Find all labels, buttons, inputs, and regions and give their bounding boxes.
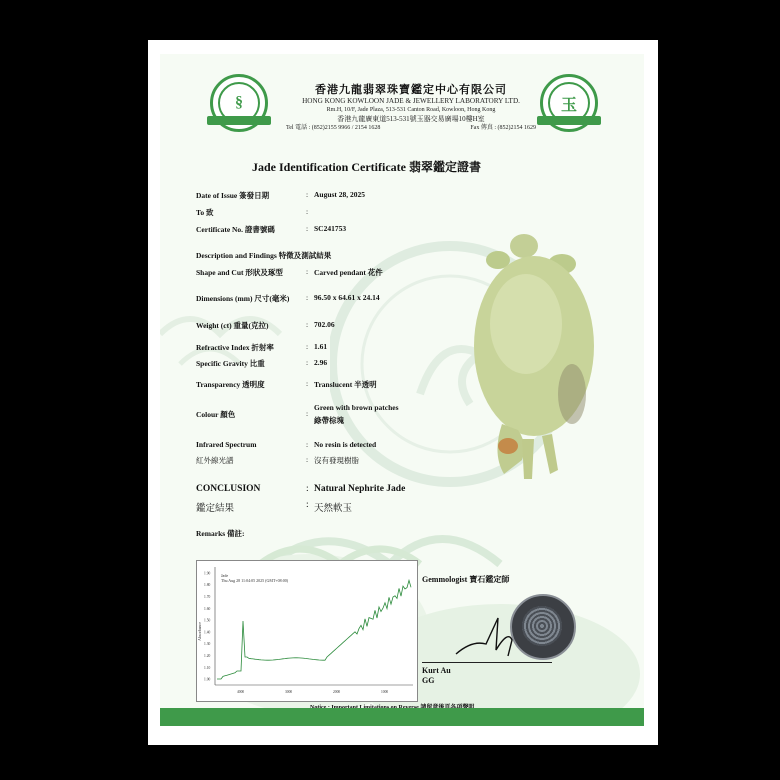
shape-label: Shape and Cut 形狀及琢型 [196, 268, 283, 277]
gemmologist-title: Gemmologist 寶石鑑定師 [422, 575, 510, 584]
description-label: Description and Findings 特徵及測試結果 [196, 251, 332, 260]
graph-x-tick: 1000 [381, 690, 389, 694]
jade-photo [462, 224, 612, 484]
graph-y-label: Absorbance [197, 621, 202, 641]
ir-spectrum-graph [196, 560, 418, 702]
weight-label: Weight (ct) 重量(克拉) [196, 321, 269, 330]
shape-value: Carved pendant 花件 [314, 268, 383, 277]
remarks-label: Remarks 備註: [196, 529, 245, 538]
transparency-value: Translucent 半透明 [314, 380, 377, 389]
graph-y-tick: 1.70 [204, 595, 211, 599]
colour-value-zh: 綠帶棕塊 [314, 416, 344, 425]
seal-ribbon [537, 116, 601, 125]
conclusion-value-zh: 天然軟玉 [314, 504, 353, 514]
graph-y-tick: 1.90 [204, 571, 211, 576]
graph-legend-1: Jade [221, 573, 229, 578]
signer-name: Kurt Au [422, 666, 451, 675]
graph-y-tick: 1.80 [204, 583, 211, 588]
graph-x-tick: 3000 [285, 690, 293, 694]
dimensions-label: Dimensions (mm) 尺寸(毫米) [196, 294, 290, 303]
cert-no-label: Certificate No. 證書號碼 [196, 225, 275, 234]
signature-mark [452, 610, 532, 660]
cert-no-value: SC241753 [314, 224, 347, 233]
graph-legend-2: Thu Aug 28 11:04:05 2025 (GMT+08:00) [221, 578, 289, 583]
graph-y-tick: 1.20 [204, 654, 211, 658]
transparency-label: Transparency 透明度 [196, 380, 265, 389]
address-zh: 香港九龍廣東道513-531號玉器交易廣場10樓H室 [337, 115, 485, 123]
graph-y-tick: 1.10 [204, 665, 211, 670]
bottom-green-band [160, 708, 644, 726]
lab-name-zh: 香港九龍翡翠珠寶鑑定中心有限公司 [315, 84, 507, 96]
graph-x-tick: 2000 [333, 690, 341, 694]
address-en: Rm.H, 10/F, Jade Plaza, 513-531 Canton Road, Kowloon, Hong Kong [326, 107, 496, 113]
logo-seal-right [540, 74, 598, 132]
graph-y-tick: 1.40 [204, 630, 211, 635]
conclusion-value-en: Natural Nephrite Jade [314, 484, 406, 494]
graph-x-tick: 4000 [237, 690, 245, 694]
ri-value: 1.61 [314, 342, 328, 351]
seal-ribbon [207, 116, 271, 125]
weight-value: 702.06 [314, 320, 335, 329]
certificate-sheet [148, 40, 658, 745]
ir-label-en: Infrared Spectrum [196, 440, 257, 449]
graph-y-tick: 1.60 [204, 606, 211, 611]
dimensions-value: 96.50 x 64.61 x 24.14 [314, 293, 380, 302]
ir-value-en: No resin is detected [314, 440, 377, 449]
lab-header [286, 81, 536, 133]
conclusion-label-zh: 鑑定結果 [196, 504, 235, 514]
lab-name-en: HONG KONG KOWLOON JADE & JEWELLERY LABORATORY LTD. [302, 97, 520, 105]
ir-label-zh: 紅外線光譜 [196, 456, 234, 465]
ri-label: Refractive Index 折射率 [196, 343, 274, 352]
certificate-title: Jade Identification Certificate 翡翠鑑定證書 [252, 160, 481, 174]
colour-label: Colour 顏色 [196, 410, 236, 419]
logo-seal-left [210, 74, 268, 132]
seal-jade-char: 玉 [548, 82, 590, 124]
sg-value: 2.96 [314, 358, 328, 367]
sg-label: Specific Gravity 比重 [196, 359, 265, 368]
fax: Fax 傳真 : (852)2154 1629 [470, 125, 536, 131]
graph-y-tick: 1.00 [204, 677, 211, 682]
tel: Tel 電話 : (852)2155 9966 / 2154 1628 [286, 125, 381, 131]
date-label: Date of Issue 簽發日期 [196, 191, 270, 200]
date-value: August 28, 2025 [314, 190, 366, 199]
graph-y-tick: 1.30 [204, 642, 211, 647]
certificate-body: § 玉 香港九龍翡翠珠寶鑑定中心有限公司 HONG KONG KOWLOON JADE & JEWELLERY LABORATORY LTD. Rm.H, 10/F, Jade Plaza, 513-531 Canton Road, Kowloon, Hong Kong 香港九龍廣東道513-531號玉器交易廣場10樓H室 Tel 電話 : (852)2155 9966 / 2154 1628 Fax 傳真 : (852)2154 1629 Jade Identification Certificate 翡翠鑑定證書 Date of Issue 簽發日期 : August 28, 2025 To 致 : Certificate No. 證書號碼 : SC241753 Description and Findings 特徵及測試結果 Shape and Cut 形狀及琢型 : Carved pendant 花件 Dimensions (mm) 尺寸(毫米) : 96.50 x 64.61 x 24.14 Weight (ct) 重量(克拉) : 702.06 Refractive Index 折射率 : 1.61 Specific Gravity 比重 : 2.96 Transparency 透明度 : Translucent 半透明 Colour 顏色 : Green with brown patches 綠帶棕塊 Infrared Spectrum : No resin is detected 紅外線光譜 : 沒有發現樹脂 CONCLUSION : Natural Nephrite Jade 鑑定結果 : 天然軟玉 Remarks 備註: Jade Thu Aug 28 11:04:05 2025 (GMT+08:00) Absorbance 1.00 1.10 1.20 1.30 1.40 1.50 1.60 1.70 1.80 1.90 4000 3000 2000 1000 Gemmologist 寶石鑑定師 Kurt Au GG [160, 54, 644, 726]
conclusion-label-en: CONCLUSION [196, 484, 261, 494]
signer-initials: GG [422, 676, 435, 685]
colour-value-en: Green with brown patches [314, 403, 399, 412]
ir-value-zh: 沒有發現樹脂 [314, 456, 359, 465]
graph-y-tick: 1.50 [204, 618, 211, 623]
logo-left-icon: § [218, 82, 260, 124]
signature-line [422, 662, 552, 663]
to-label: To 致 [196, 208, 214, 217]
